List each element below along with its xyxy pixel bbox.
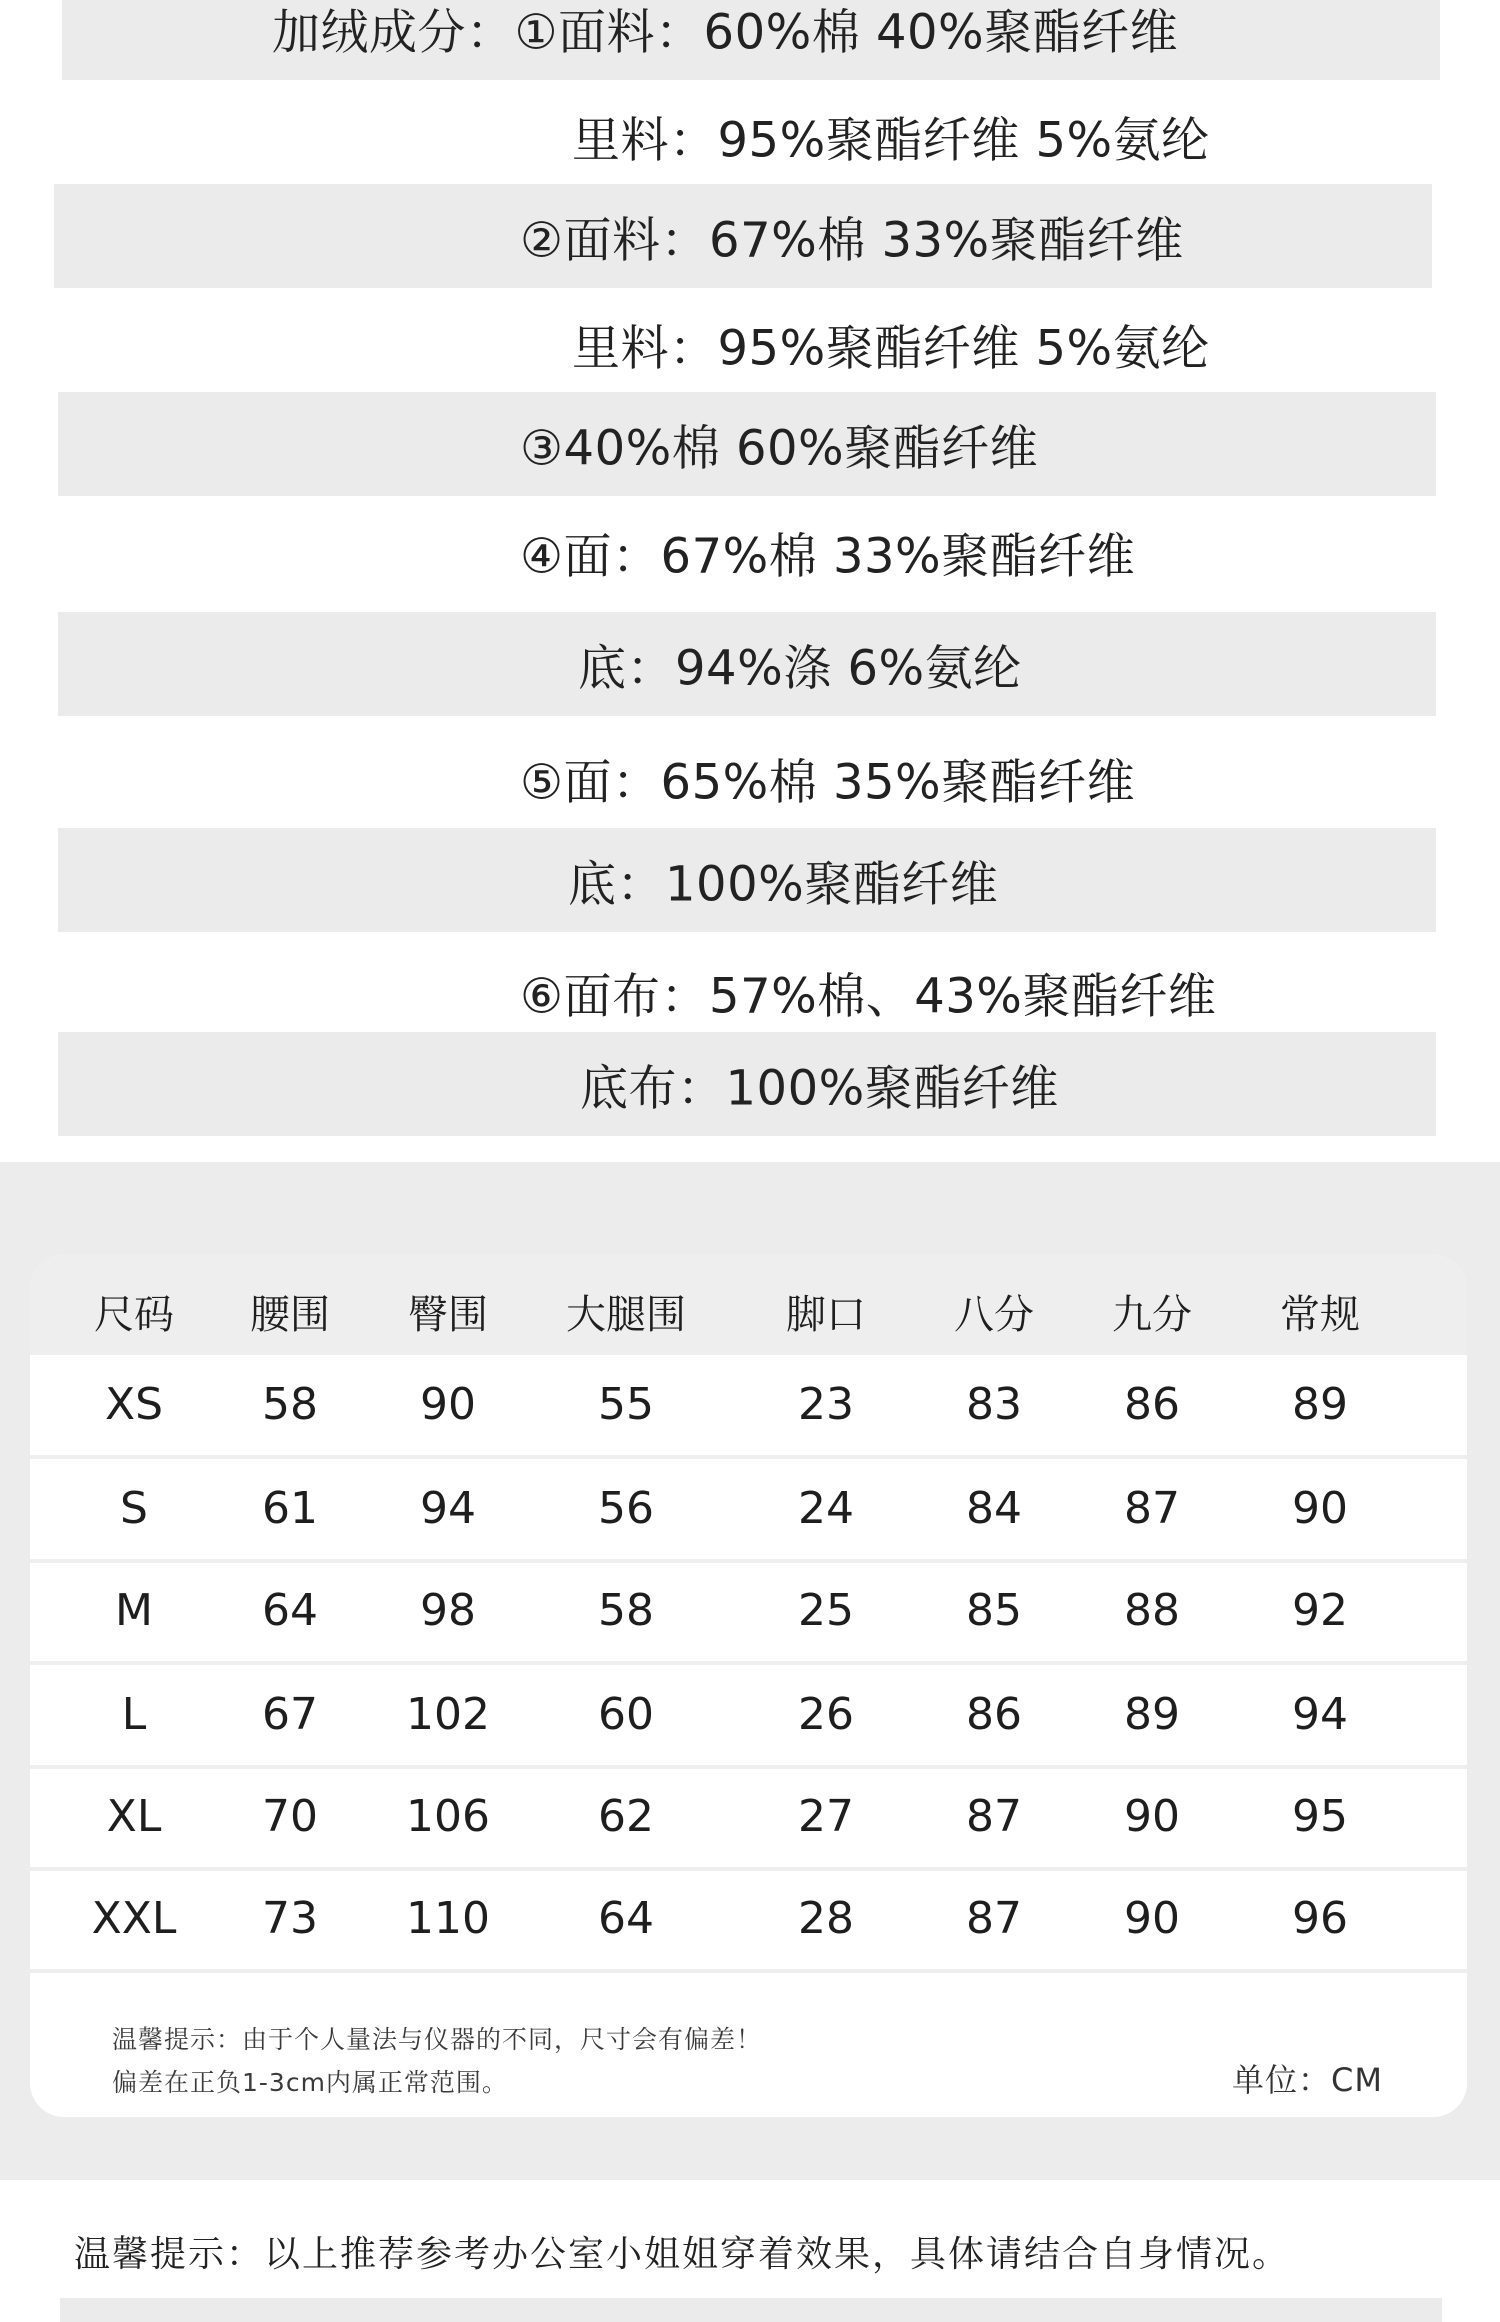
table-row bbox=[30, 1355, 1467, 1455]
header-regular-length: 常规 bbox=[1280, 1292, 1360, 1338]
table-row bbox=[30, 1561, 1467, 1661]
composition-row bbox=[58, 392, 1436, 496]
unit-label: 单位：CM bbox=[1232, 2061, 1383, 2099]
cell-thigh: 55 bbox=[598, 1379, 654, 1430]
composition-text: ③40%棉 60%聚酯纤维 bbox=[520, 420, 1039, 477]
composition-text: ⑤面：65%棉 35%聚酯纤维 bbox=[520, 754, 1136, 811]
cell-hip: 94 bbox=[420, 1483, 476, 1534]
composition-row bbox=[58, 1032, 1436, 1136]
composition-text: 加绒成分：①面料：60%棉 40%聚酯纤维 bbox=[272, 4, 1179, 61]
cell-hem: 26 bbox=[798, 1689, 854, 1740]
cell-size: XXL bbox=[91, 1893, 177, 1944]
header-cropped-length: 八分 bbox=[954, 1292, 1034, 1338]
size-note-line2: 偏差在正负1-3cm内属正常范围。 bbox=[112, 2068, 508, 2097]
table-row bbox=[30, 1665, 1467, 1765]
composition-row bbox=[62, 84, 1440, 188]
cell-cropped: 84 bbox=[966, 1483, 1022, 1534]
composition-row bbox=[58, 612, 1436, 716]
composition-row bbox=[62, 292, 1440, 396]
cell-hip: 98 bbox=[420, 1585, 476, 1636]
bottom-strip bbox=[60, 2298, 1442, 2322]
composition-text: 里料：95%聚酯纤维 5%氨纶 bbox=[572, 320, 1210, 377]
cell-regular: 90 bbox=[1292, 1483, 1348, 1534]
cell-cropped: 87 bbox=[966, 1791, 1022, 1842]
cell-cropped: 87 bbox=[966, 1893, 1022, 1944]
cell-hip: 106 bbox=[406, 1791, 490, 1842]
composition-row bbox=[58, 726, 1436, 830]
cell-thigh: 60 bbox=[598, 1689, 654, 1740]
cell-waist: 58 bbox=[262, 1379, 318, 1430]
cell-size: L bbox=[121, 1689, 147, 1740]
cell-hem: 27 bbox=[798, 1791, 854, 1842]
cell-size: S bbox=[120, 1483, 148, 1534]
cell-ankle: 88 bbox=[1124, 1585, 1180, 1636]
cell-ankle: 89 bbox=[1124, 1689, 1180, 1740]
composition-text: 底布：100%聚酯纤维 bbox=[580, 1060, 1059, 1117]
cell-thigh: 62 bbox=[598, 1791, 654, 1842]
cell-thigh: 64 bbox=[598, 1893, 654, 1944]
composition-row bbox=[54, 184, 1432, 288]
composition-text: ⑥面布：57%棉、43%聚酯纤维 bbox=[520, 968, 1217, 1025]
cell-waist: 73 bbox=[262, 1893, 318, 1944]
fit-tip: 温馨提示：以上推荐参考办公室小姐姐穿着效果，具体请结合自身情况。 bbox=[74, 2234, 1291, 2275]
cell-regular: 96 bbox=[1292, 1893, 1348, 1944]
size-table-header bbox=[30, 1255, 1467, 1355]
composition-row bbox=[58, 500, 1436, 604]
cell-ankle: 87 bbox=[1124, 1483, 1180, 1534]
cell-size: M bbox=[115, 1585, 153, 1636]
cell-hem: 25 bbox=[798, 1585, 854, 1636]
header-ankle-length: 九分 bbox=[1112, 1292, 1192, 1338]
header-waist: 腰围 bbox=[250, 1292, 330, 1338]
size-note-line1: 温馨提示：由于个人量法与仪器的不同，尺寸会有偏差！ bbox=[112, 2025, 763, 2054]
cell-thigh: 56 bbox=[598, 1483, 654, 1534]
composition-row bbox=[58, 940, 1436, 1044]
cell-waist: 61 bbox=[262, 1483, 318, 1534]
cell-hip: 90 bbox=[420, 1379, 476, 1430]
cell-regular: 92 bbox=[1292, 1585, 1348, 1636]
cell-waist: 64 bbox=[262, 1585, 318, 1636]
cell-cropped: 83 bbox=[966, 1379, 1022, 1430]
header-hem: 脚口 bbox=[786, 1292, 866, 1338]
cell-waist: 67 bbox=[262, 1689, 318, 1740]
row-divider bbox=[30, 1969, 1467, 1973]
cell-regular: 94 bbox=[1292, 1689, 1348, 1740]
composition-text: ②面料：67%棉 33%聚酯纤维 bbox=[520, 212, 1184, 269]
header-size: 尺码 bbox=[94, 1292, 174, 1338]
cell-hem: 28 bbox=[798, 1893, 854, 1944]
composition-row bbox=[62, 0, 1440, 80]
cell-hip: 110 bbox=[406, 1893, 490, 1944]
cell-regular: 95 bbox=[1292, 1791, 1348, 1842]
cell-hip: 102 bbox=[406, 1689, 490, 1740]
cell-size: XL bbox=[106, 1791, 162, 1842]
cell-ankle: 90 bbox=[1124, 1791, 1180, 1842]
composition-text: 里料：95%聚酯纤维 5%氨纶 bbox=[572, 112, 1210, 169]
cell-ankle: 90 bbox=[1124, 1893, 1180, 1944]
cell-hem: 24 bbox=[798, 1483, 854, 1534]
composition-text: 底：94%涤 6%氨纶 bbox=[578, 640, 1022, 697]
table-row bbox=[30, 1869, 1467, 1969]
header-hip: 臀围 bbox=[408, 1292, 488, 1338]
composition-row bbox=[58, 828, 1436, 932]
cell-waist: 70 bbox=[262, 1791, 318, 1842]
size-chart-card bbox=[30, 1255, 1467, 2117]
cell-hem: 23 bbox=[798, 1379, 854, 1430]
header-thigh: 大腿围 bbox=[566, 1292, 686, 1338]
cell-cropped: 86 bbox=[966, 1689, 1022, 1740]
cell-regular: 89 bbox=[1292, 1379, 1348, 1430]
cell-ankle: 86 bbox=[1124, 1379, 1180, 1430]
composition-text: ④面：67%棉 33%聚酯纤维 bbox=[520, 528, 1136, 585]
table-row bbox=[30, 1459, 1467, 1559]
table-row bbox=[30, 1767, 1467, 1867]
composition-text: 底：100%聚酯纤维 bbox=[568, 856, 999, 913]
cell-cropped: 85 bbox=[966, 1585, 1022, 1636]
cell-thigh: 58 bbox=[598, 1585, 654, 1636]
cell-size: XS bbox=[104, 1379, 164, 1430]
